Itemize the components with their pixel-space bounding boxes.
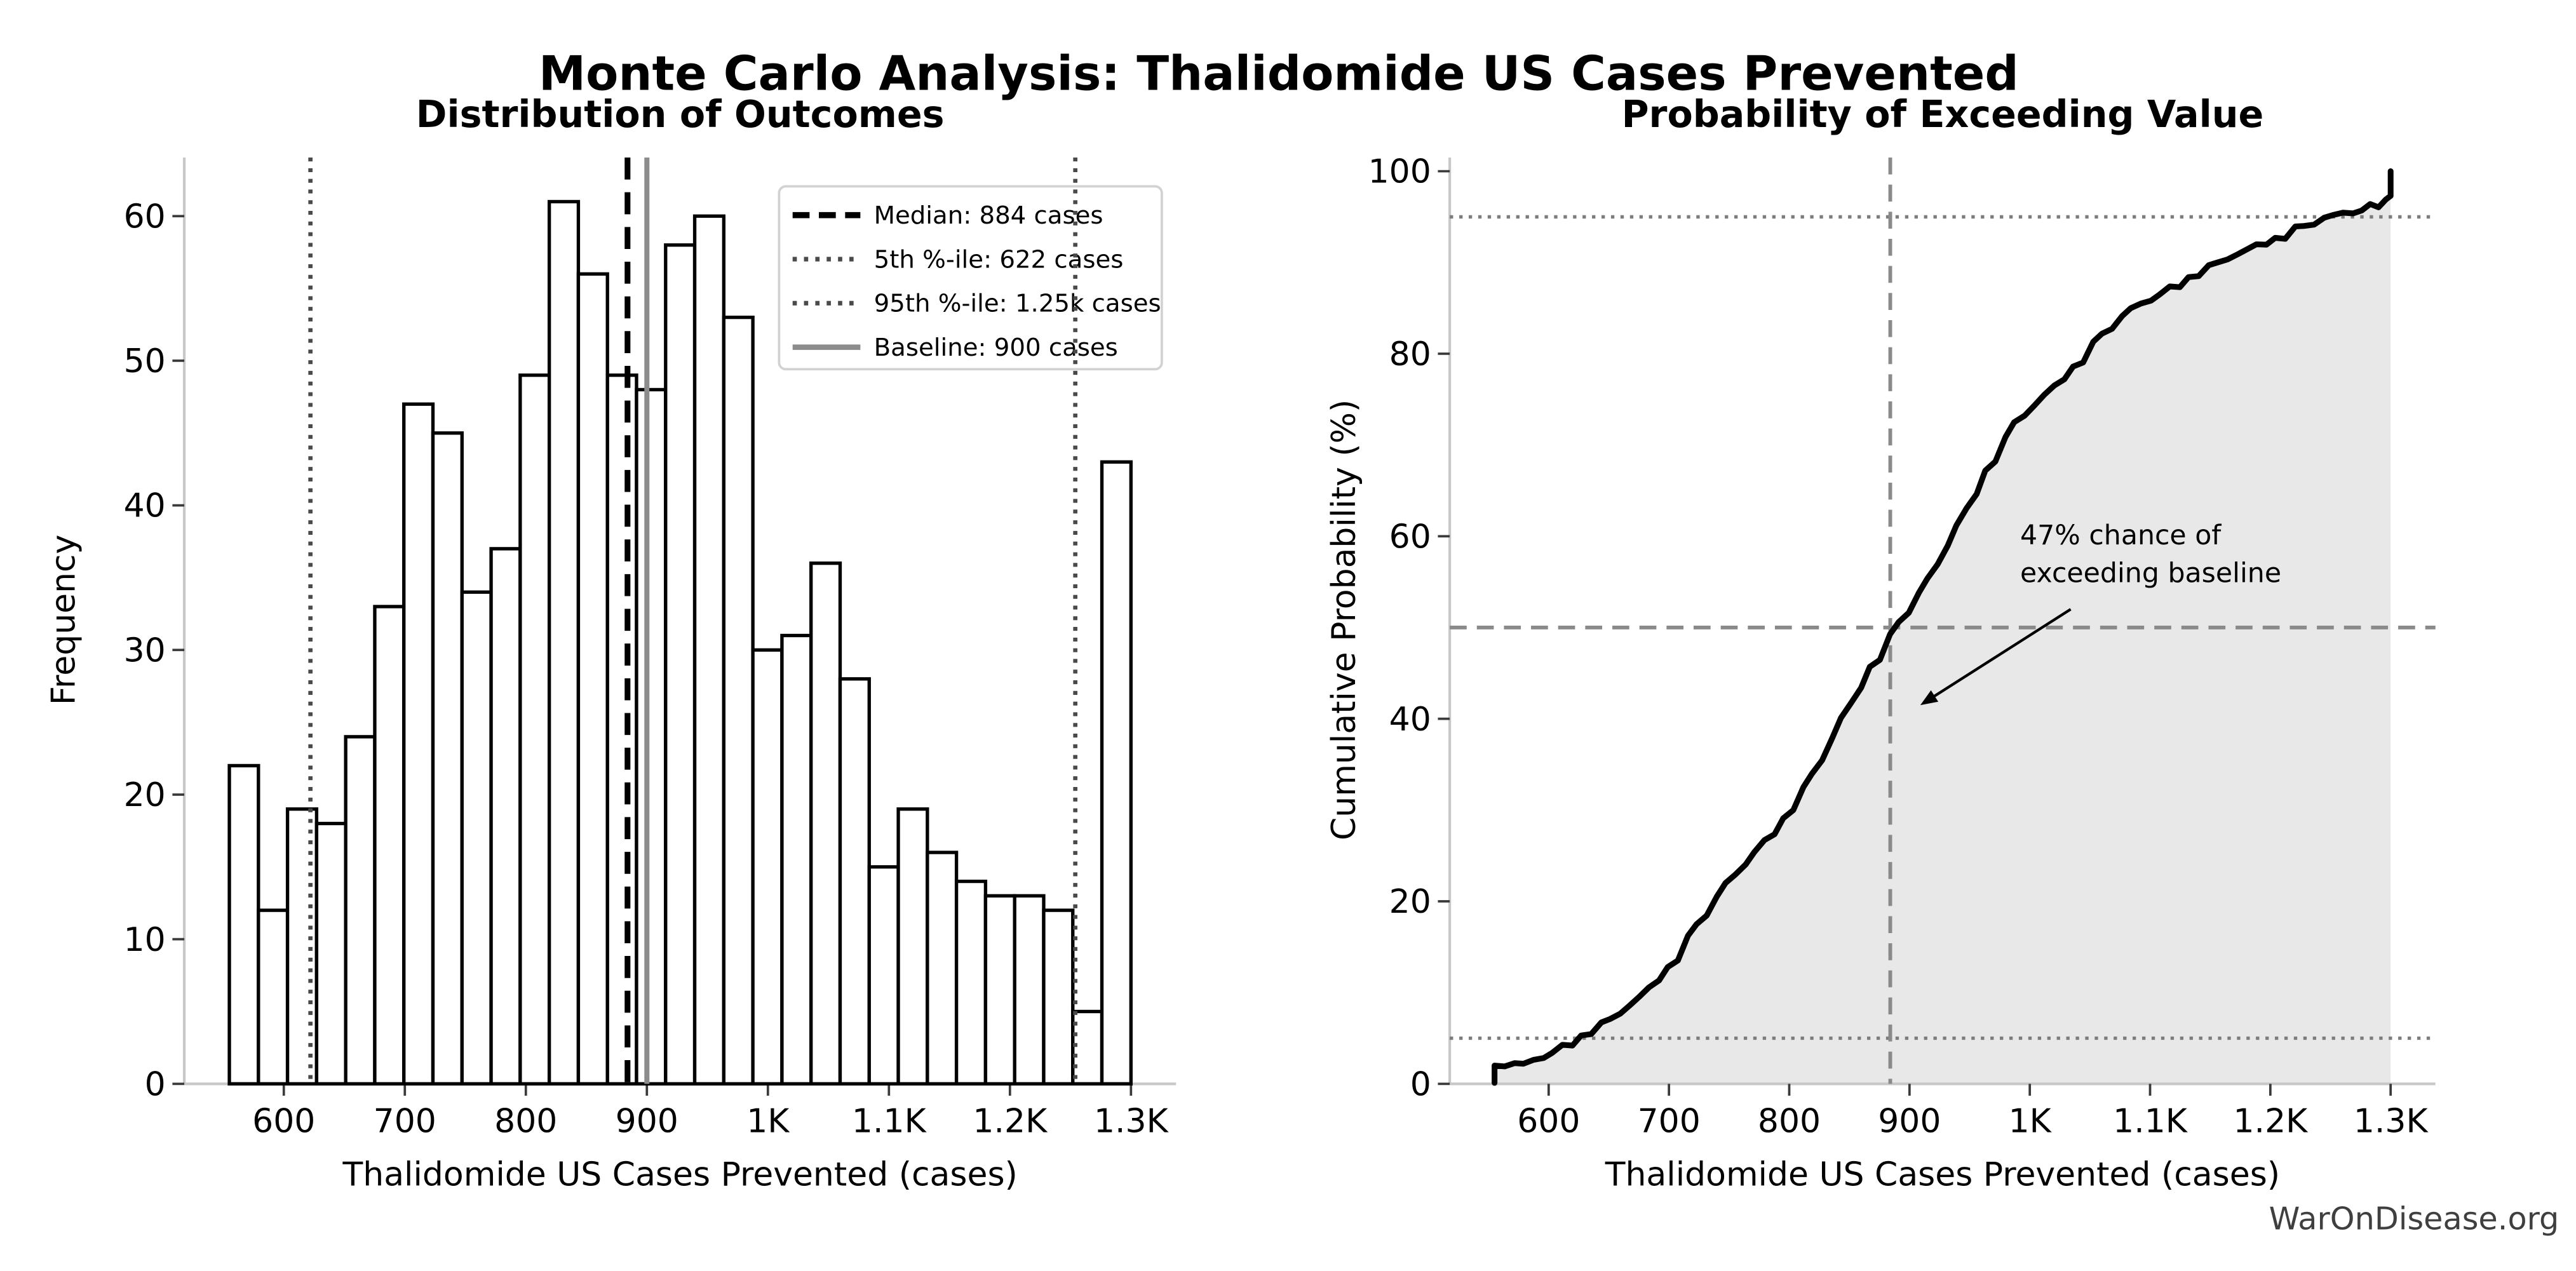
y-tick-label: 80	[1389, 335, 1431, 374]
x-tick-label: 700	[1637, 1102, 1701, 1141]
legend-label-baseline: Baseline: 900 cases	[873, 333, 1118, 362]
figure-suptitle: Monte Carlo Analysis: Thalidomide US Cases Prevented	[538, 46, 2019, 102]
x-tick-label: 1.2K	[2233, 1102, 2308, 1141]
histogram-bar	[316, 823, 346, 1084]
watermark: WarOnDisease.org	[2269, 1200, 2559, 1237]
histogram-bar	[985, 896, 1015, 1084]
legend-label-median: Median: 884 cases	[873, 201, 1103, 230]
x-tick-label: 600	[1517, 1102, 1581, 1141]
histogram-bar	[1102, 462, 1131, 1084]
x-tick-label: 1.2K	[973, 1102, 1048, 1141]
y-tick-label: 30	[123, 631, 166, 670]
y-tick-label: 40	[123, 487, 166, 525]
y-tick-label: 20	[1389, 883, 1431, 922]
y-tick-label: 100	[1368, 152, 1431, 191]
left-chart-title: Distribution of Outcomes	[415, 93, 945, 137]
histogram-bar	[550, 201, 579, 1084]
histogram-bar	[753, 650, 782, 1084]
histogram-bar	[346, 737, 375, 1084]
histogram-bar	[1044, 910, 1073, 1084]
histogram-bar	[869, 867, 898, 1084]
histogram-bar	[724, 318, 753, 1084]
x-tick-label: 800	[1757, 1102, 1821, 1141]
histogram-bar	[957, 882, 986, 1084]
histogram-bar	[898, 809, 927, 1084]
histogram-bar	[578, 274, 607, 1084]
histogram-bar	[433, 433, 462, 1084]
histogram-bar	[637, 389, 666, 1084]
histogram-bar	[811, 563, 840, 1084]
y-tick-label: 60	[1389, 518, 1431, 556]
histogram-bar	[288, 809, 317, 1084]
y-tick-label: 10	[123, 920, 166, 959]
left-xaxis-label: Thalidomide US Cases Prevented (cases)	[342, 1155, 1018, 1194]
legend-label-p95: 95th %-ile: 1.25k cases	[873, 289, 1161, 318]
x-tick-label: 1K	[746, 1102, 790, 1141]
y-tick-label: 40	[1389, 700, 1431, 739]
histogram-bar	[695, 216, 724, 1084]
x-tick-label: 1.3K	[2353, 1102, 2428, 1141]
y-tick-label: 20	[123, 776, 166, 815]
x-tick-label: 900	[615, 1102, 678, 1141]
legend-label-p5: 5th %-ile: 622 cases	[873, 245, 1124, 274]
x-tick-label: 600	[252, 1102, 316, 1141]
x-tick-label: 1.1K	[2113, 1102, 2187, 1141]
x-tick-label: 800	[494, 1102, 558, 1141]
histogram-bar	[666, 245, 695, 1084]
histogram-bar	[259, 910, 288, 1084]
y-tick-label: 0	[144, 1065, 166, 1104]
cdf-panel	[1368, 153, 2436, 1141]
right-yaxis-label: Cumulative Probability (%)	[1325, 399, 1363, 840]
y-tick-label: 60	[123, 198, 166, 236]
annotation-line-1: 47% chance of	[2020, 519, 2222, 551]
left-yaxis-label: Frequency	[44, 534, 83, 706]
histogram-bar	[520, 375, 550, 1084]
histogram-bar	[840, 679, 869, 1084]
y-tick-label: 50	[123, 342, 166, 381]
x-tick-label: 1K	[2008, 1102, 2051, 1141]
x-tick-label: 1.1K	[851, 1102, 926, 1141]
histogram-panel	[124, 158, 1177, 1140]
histogram-bar	[375, 607, 404, 1084]
y-tick-label: 0	[1410, 1065, 1431, 1104]
right-chart-title: Probability of Exceeding Value	[1621, 93, 2264, 137]
histogram-bar	[1015, 896, 1044, 1084]
x-tick-label: 700	[373, 1102, 436, 1141]
annotation-line-2: exceeding baseline	[2020, 557, 2282, 589]
histogram-bar	[229, 765, 259, 1084]
histogram-bar	[927, 852, 957, 1084]
histogram-bar	[404, 404, 433, 1084]
histogram-bar	[782, 636, 811, 1084]
histogram-bar	[491, 549, 520, 1084]
x-tick-label: 1.3K	[1093, 1102, 1168, 1141]
histogram-bar	[462, 592, 491, 1084]
histogram-bar	[607, 375, 637, 1084]
x-tick-label: 900	[1878, 1102, 1941, 1141]
right-xaxis-label: Thalidomide US Cases Prevented (cases)	[1605, 1155, 2281, 1194]
